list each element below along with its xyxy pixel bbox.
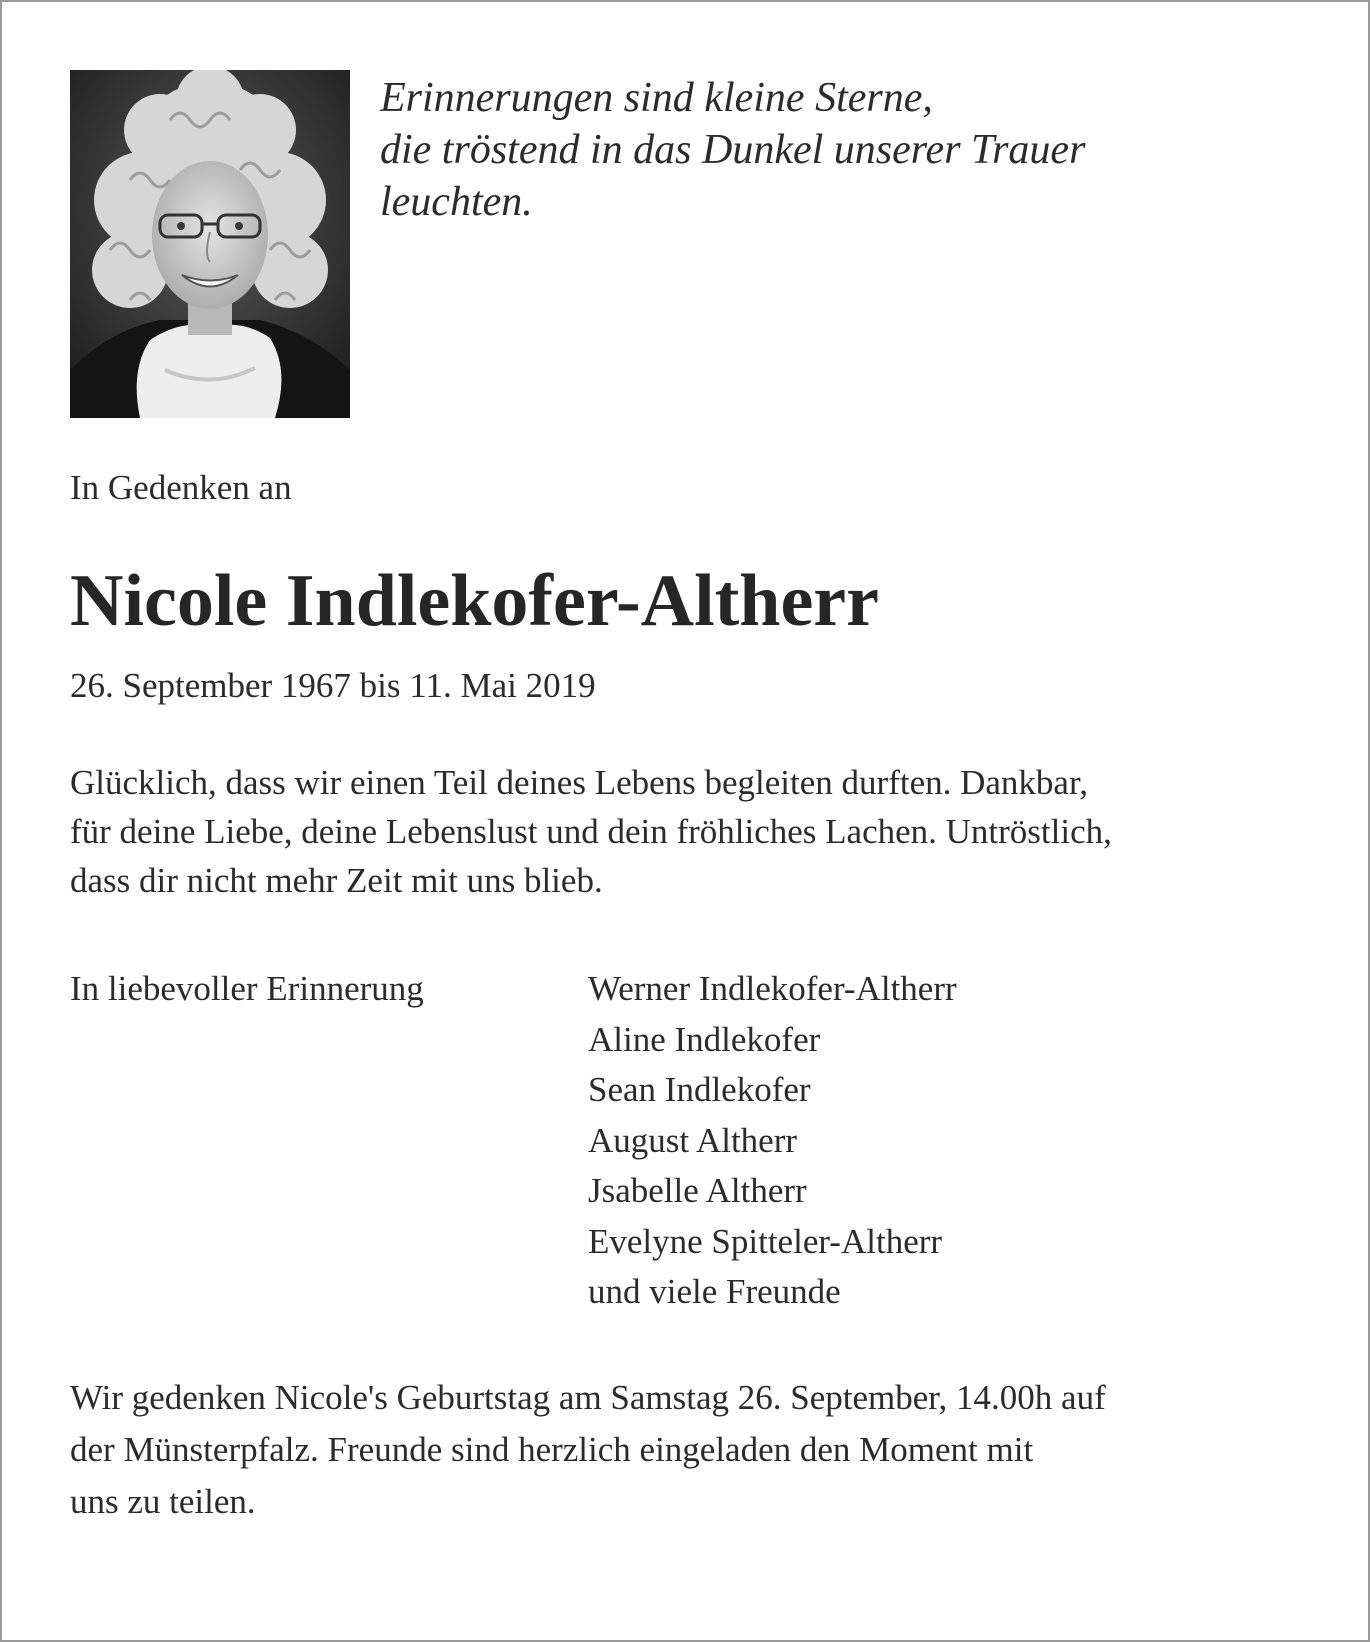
- tribute-line: für deine Liebe, deine Lebenslust und dein fröhliches Lachen. Untröstlich,: [70, 812, 1112, 851]
- mourner-name: Evelyne Spitteler-Altherr: [588, 1221, 943, 1261]
- closing-line: Wir gedenken Nicole's Geburtstag am Samstag 26. September, 14.00h auf: [70, 1378, 1106, 1417]
- closing-line: uns zu teilen.: [70, 1482, 256, 1521]
- tribute-line: dass dir nicht mehr Zeit mit uns blieb.: [70, 861, 603, 900]
- quote-line: Erinnerungen sind kleine Sterne,: [380, 75, 933, 121]
- deceased-name: Nicole Indlekofer-Altherr: [70, 560, 879, 642]
- mourners-label: In liebevoller Erinnerung: [70, 969, 424, 1008]
- tribute-line: Glücklich, dass wir einen Teil deines Lebens begleiten durften. Dankbar,: [70, 763, 1088, 802]
- portrait-photo: [70, 70, 350, 418]
- mourner-name: und viele Freunde: [588, 1272, 841, 1311]
- mourner-name: Jsabelle Altherr: [588, 1171, 807, 1210]
- mourners-list: [588, 964, 957, 1318]
- mourner-name: August Altherr: [588, 1120, 798, 1160]
- quote-line: leuchten.: [380, 179, 533, 225]
- intro-text: In Gedenken an: [70, 468, 292, 507]
- closing-paragraph: [70, 1372, 1310, 1528]
- mourner-name: Aline Indlekofer: [588, 1019, 821, 1059]
- closing-line: der Münsterpfalz. Freunde sind herzlich eingeladen den Moment mit: [70, 1430, 1034, 1469]
- quote-line: die tröstend in das Dunkel unserer Trauer: [380, 127, 1086, 173]
- mourner-name: Sean Indlekofer: [588, 1070, 811, 1109]
- mourner-name: Werner Indlekofer-Altherr: [588, 969, 957, 1008]
- memorial-quote: [380, 72, 1280, 228]
- life-dates: 26. September 1967 bis 11. Mai 2019: [70, 666, 596, 705]
- tribute-paragraph: [70, 758, 1310, 905]
